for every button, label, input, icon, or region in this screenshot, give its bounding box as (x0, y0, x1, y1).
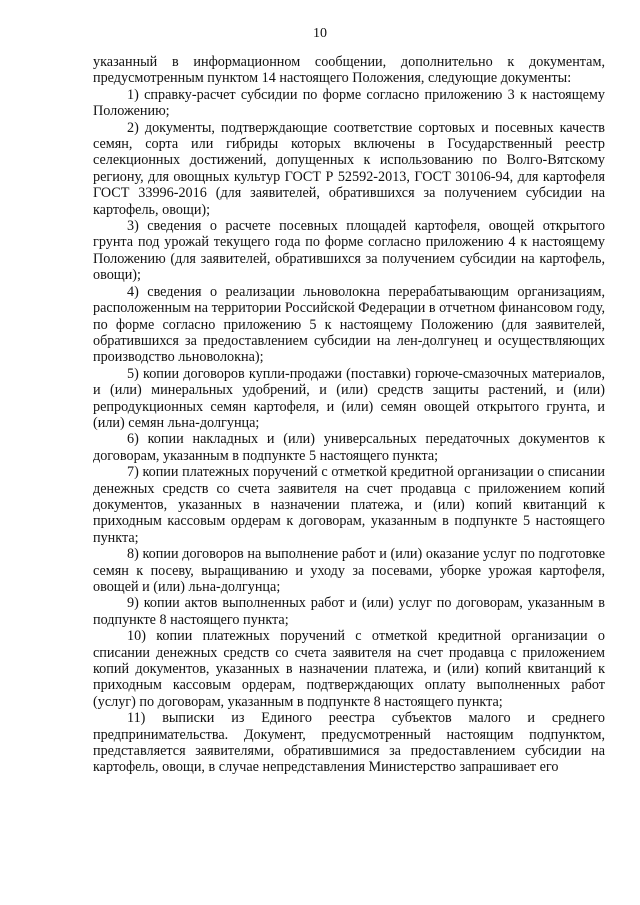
paragraph-item-9: 9) копии актов выполненных работ и (или) услуг по договорам, указанным в подпункте 8 настоящего пункта; (93, 595, 605, 628)
paragraph-item-8: 8) копии договоров на выполнение работ и (или) оказание услуг по подготовке семян к посеву, выращиванию и уходу за посевами, уборке урожая картофеля, овощей и (или) льна-долгунца; (93, 546, 605, 595)
page-number: 10 (313, 26, 327, 41)
paragraph-intro: указанный в информационном сообщении, дополнительно к документам, предусмотренным пунктом 14 настоящего Положения, следующие документы: (93, 54, 605, 87)
paragraph-item-3: 3) сведения о расчете посевных площадей картофеля, овощей открытого грунта под урожай текущего года по форме согласно приложению 4 к настоящему Положению (для заявителей, обратившихся за получением субсидии на картофель, овощи); (93, 218, 605, 284)
paragraph-item-2: 2) документы, подтверждающие соответствие сортовых и посевных качеств семян, сорта или гибриды которых включены в Государственный реестр селекционных достижений, допущенных к использованию по Волго-Вятскому региону, для овощных культур ГОСТ Р 52592-2013, ГОСТ 30106-94, для картофеля ГОСТ 33996-2016 (для заявителей, обратившихся за получением субсидии на картофель, овощи); (93, 119, 605, 218)
document-body (93, 54, 605, 776)
paragraph-item-5: 5) копии договоров купли-продажи (поставки) горюче-смазочных материалов, и (или) минеральных удобрений, и (или) средств защиты растений, и (или) репродукционных семян картофеля, и (или) семян овощей открытого грунта, и (или) семян льна-долгунца; (93, 365, 605, 431)
paragraph-item-6: 6) копии накладных и (или) универсальных передаточных документов к договорам, указанным в подпункте 5 настоящего пункта; (93, 431, 605, 464)
paragraph-item-7: 7) копии платежных поручений с отметкой кредитной организации о списании денежных средств со счета заявителя на счет продавца с приложением копий документов, указанных в назначении платежа, и (или) копий квитанций к приходным кассовым ордерам к договорам, указанным в подпункте 5 настоящего пункта; (93, 464, 605, 546)
paragraph-item-1: 1) справку-расчет субсидии по форме согласно приложению 3 к настоящему Положению; (93, 86, 605, 120)
paragraph-item-10: 10) копии платежных поручений с отметкой кредитной организации о списании денежных средств со счета заявителя на счет продавца с приложением копий документов, указанных в назначении платежа, и (или) копий квитанций к приходным кассовым ордерам, подтверждающих оплату выполненных работ (услуг) по договорам, указанным в подпункте 8 настоящего пункта; (93, 628, 605, 710)
paragraph-item-11: 11) выписки из Единого реестра субъектов малого и среднего предпринимательства. Документ, предусмотренный настоящим подпунктом, представляется заявителями, обратившимися за предоставлением субсидии на картофель, овощи, в случае непредставления Министерство запрашивает его (93, 710, 605, 776)
paragraph-item-4: 4) сведения о реализации льноволокна перерабатывающим организациям, расположенным на территории Российской Федерации в отчетном финансовом году, по форме согласно приложению 5 к настоящему Положению (для заявителей, обратившихся за предоставлением субсидии на лен-долгунец и осуществляющих производство льноволокна); (93, 283, 605, 366)
